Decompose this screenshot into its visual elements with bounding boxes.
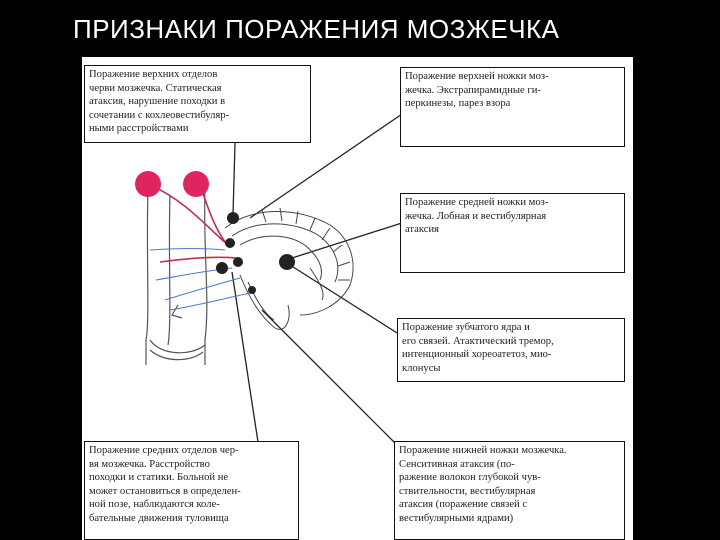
box-middle-peduncle: Поражение средней ножки моз- жечка. Лобная и вестибулярная атаксия bbox=[400, 193, 625, 273]
box-upper-vermis: Поражение верхних отделов черви мозжечка. Статическая атаксия, нарушение походки в сочетании с кохлеовестибуляр- ными расстройствами bbox=[84, 65, 311, 143]
leader-lines bbox=[232, 112, 405, 446]
box-dentate-nucleus: Поражение зубчатого ядра и его связей. Атактический тремор, интенционный хореоатетоз, мио- клонусы bbox=[397, 318, 625, 382]
cortex-lesion-right bbox=[183, 171, 209, 197]
slide-title: ПРИЗНАКИ ПОРАЖЕНИЯ МОЗЖЕЧКА bbox=[73, 14, 560, 44]
nucleus-upper bbox=[227, 212, 239, 224]
box-inferior-peduncle: Поражение нижней ножки мозжечка. Сенситивная атаксия (по- ражение волокон глубокой чув- ствительности, вестибулярная атаксия (поражение связей с вестибулярными ядрами) bbox=[394, 441, 625, 540]
cortex-lesion-left bbox=[135, 171, 161, 197]
nucleus-red bbox=[225, 238, 235, 248]
nucleus-vestibular bbox=[216, 262, 228, 274]
leader-upper-vermis bbox=[233, 143, 235, 215]
leader-inferior-peduncle bbox=[262, 310, 398, 446]
nucleus-lower bbox=[248, 286, 256, 294]
leader-dentate bbox=[290, 265, 405, 338]
box-middle-vermis: Поражение средних отделов чер- вя мозжечка. Расстройство походки и статики. Больной не может остановиться в определен- ной позе, наблюдаются коле- бательные движения туловища bbox=[84, 441, 299, 540]
dentate-nucleus bbox=[279, 254, 295, 270]
leader-middle-vermis bbox=[232, 272, 258, 442]
box-superior-peduncle: Поражение верхней ножки моз- жечка. Экстрапирамидные ги- перкинезы, парез взора bbox=[400, 67, 625, 147]
leader-middle-peduncle bbox=[292, 222, 405, 258]
nucleus-middle bbox=[233, 257, 243, 267]
